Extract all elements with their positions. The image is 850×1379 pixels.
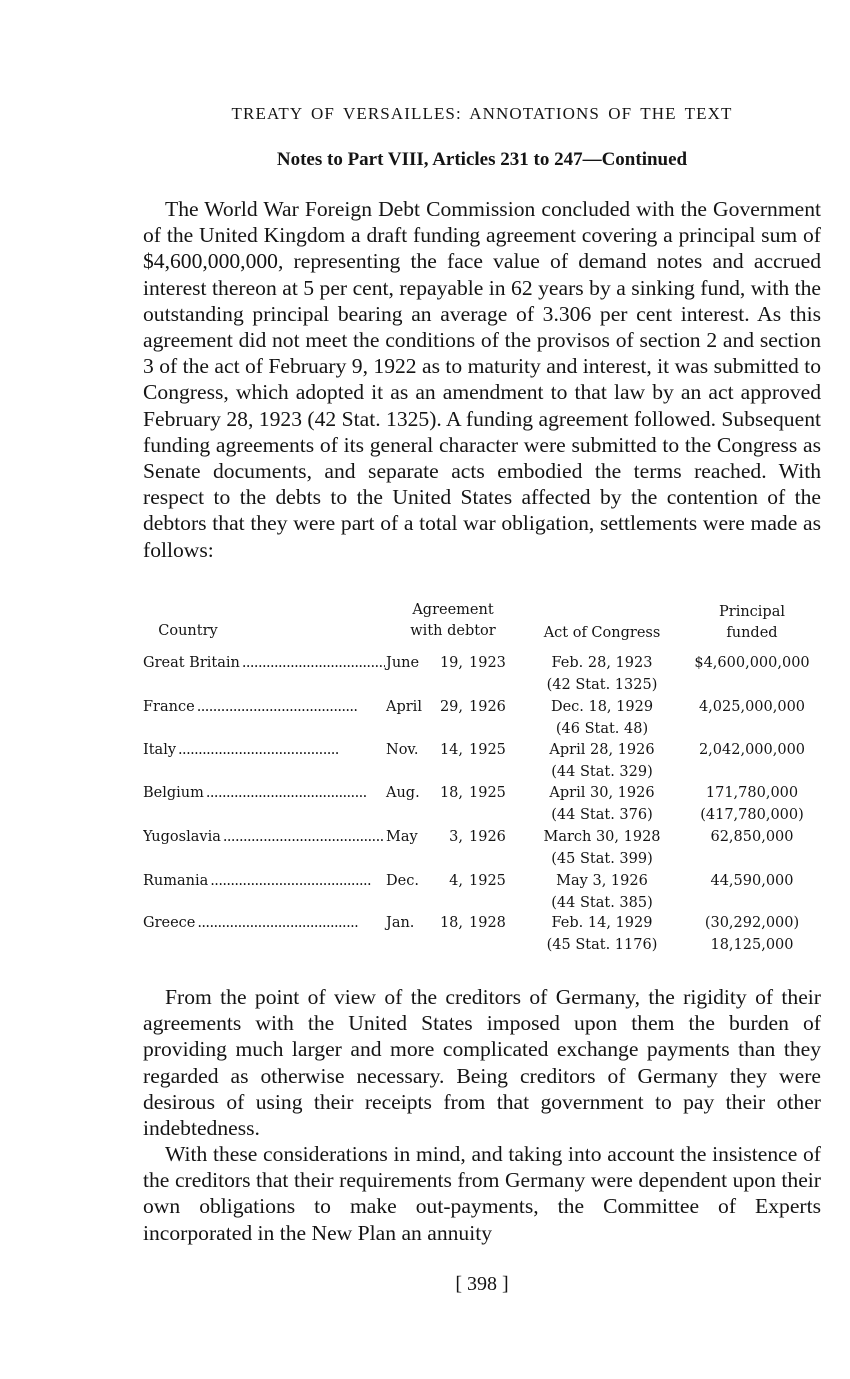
act-cell	[533, 913, 671, 957]
table-row	[143, 783, 821, 827]
principal-amount: 171,780,000	[705, 785, 799, 801]
table-row	[143, 740, 821, 784]
agreement-year: 1928	[469, 915, 506, 931]
agreement-year: 1925	[469, 873, 506, 889]
act-cell	[533, 827, 671, 871]
principal-cell	[683, 827, 821, 871]
table-row	[143, 913, 821, 957]
agreement-year: 1923	[469, 655, 506, 671]
running-head: TREATY OF VERSAILLES: ANNOTATIONS OF THE TEXT	[231, 104, 733, 123]
principal-amount-secondary: 18,125,000	[710, 937, 794, 953]
principal-amount-secondary	[683, 719, 821, 741]
principal-amount-secondary	[683, 762, 821, 784]
act-statute: (45 Stat. 399)	[551, 851, 653, 867]
act-date: April 28, 1926	[549, 742, 655, 758]
act-date: April 30, 1926	[549, 785, 655, 801]
principal-amount-secondary	[683, 675, 821, 697]
principal-amount-secondary	[683, 849, 821, 871]
principal-amount: 4,025,000,000	[698, 699, 806, 715]
principal-amount: $4,600,000,000	[694, 655, 810, 671]
header-agreement-line2: with debtor	[410, 623, 496, 639]
principal-amount: (30,292,000)	[704, 915, 800, 931]
act-cell	[533, 783, 671, 827]
act-date: Feb. 28, 1923	[551, 655, 653, 671]
agreement-day: 3,	[449, 829, 463, 845]
principal-cell	[683, 871, 821, 915]
header-agreement	[391, 600, 515, 642]
header-principal-line2: funded	[726, 625, 778, 641]
agreement-year: 1925	[469, 742, 506, 758]
act-cell	[533, 740, 671, 784]
country-cell: France . . .	[143, 697, 385, 719]
country-cell: Great Britain . . .	[143, 653, 385, 675]
table-row	[143, 697, 821, 741]
country-cell: Belgium . . .	[143, 783, 385, 805]
agreement-year: 1925	[469, 785, 506, 801]
agreement-month: Nov.	[386, 742, 419, 758]
act-statute: (44 Stat. 329)	[551, 764, 653, 780]
act-statute: (44 Stat. 385)	[551, 895, 653, 911]
table-row	[143, 827, 821, 871]
act-cell	[533, 653, 671, 697]
principal-cell	[683, 913, 821, 957]
page-number: [ 398 ]	[455, 1273, 509, 1295]
header-principal-line1: Principal	[719, 604, 785, 620]
principal-amount: 44,590,000	[710, 873, 794, 889]
act-statute: (46 Stat. 48)	[555, 721, 649, 737]
header-principal	[683, 602, 821, 644]
act-statute: (45 Stat. 1176)	[546, 937, 658, 953]
principal-cell	[683, 783, 821, 827]
table-row	[143, 653, 821, 697]
act-date: March 30, 1928	[543, 829, 661, 845]
agreement-day: 18,	[439, 915, 463, 931]
table-row	[143, 871, 821, 915]
act-date: Feb. 14, 1929	[551, 915, 653, 931]
principal-amount: 2,042,000,000	[698, 742, 806, 758]
country-cell: Rumania . . .	[143, 871, 385, 893]
country-cell: Greece . . .	[143, 913, 385, 935]
agreement-month: June	[386, 655, 420, 671]
principal-amount: 62,850,000	[710, 829, 794, 845]
country-cell: Yugoslavia . . .	[143, 827, 385, 849]
act-cell	[533, 871, 671, 915]
section-title: Notes to Part VIII, Articles 231 to 247—Continued	[276, 149, 688, 170]
agreement-day: 29,	[439, 699, 463, 715]
act-statute: (44 Stat. 376)	[551, 807, 653, 823]
agreement-day: 4,	[449, 873, 463, 889]
agreement-month: May	[386, 829, 418, 845]
principal-amount-secondary	[683, 893, 821, 915]
agreement-month: April	[386, 699, 422, 715]
paragraph-new-plan: With these considerations in mind, and taking into account the insistence of the creditors that their requirements from Germany were dependent upon their own obligations to make out-payments, the Committee of Experts incorporated in the New Plan an annuity	[143, 1142, 821, 1245]
agreement-month: Dec.	[386, 873, 419, 889]
principal-cell	[683, 740, 821, 784]
agreement-day: 18,	[439, 785, 463, 801]
agreement-year: 1926	[469, 829, 506, 845]
act-date: Dec. 18, 1929	[550, 699, 654, 715]
agreement-day: 14,	[439, 742, 463, 758]
agreement-month: Aug.	[386, 785, 420, 801]
principal-cell	[683, 697, 821, 741]
header-country: Country	[158, 623, 218, 639]
agreement-year: 1926	[469, 699, 506, 715]
act-date: May 3, 1926	[556, 873, 648, 889]
header-act-of-congress: Act of Congress	[543, 625, 661, 641]
country-cell: Italy . . .	[143, 740, 385, 762]
paragraph-debt-commission: The World War Foreign Debt Commission concluded with the Government of the United Kingdom a draft funding agreement covering a principal sum of $4,600,000,000, representing the face value of demand notes and accrued interest thereon at 5 per cent, repayable in 62 years by a sinking fund, with the outstanding principal bearing an average of 3.306 per cent interest. As this agreement did not meet the conditions of the provisos of section 2 and section 3 of the act of February 9, 1922 as to maturity and interest, it was submitted to Congress, which adopted it as an amendment to that law by an act approved February 28, 1923 (42 Stat. 1325). A funding agreement followed. Subsequent funding agreements of its general character were submitted to the Congress as Senate documents, and separate acts embodied the terms reached. With respect to the debts to the United States affected by the contention of the debtors that they were part of a total war obligation, settlements were made as follows:	[143, 197, 821, 562]
act-cell	[533, 697, 671, 741]
principal-amount-secondary: (417,780,000)	[700, 807, 804, 823]
agreement-month: Jan.	[386, 915, 415, 931]
agreement-day: 19,	[439, 655, 463, 671]
header-agreement-line1: Agreement	[412, 602, 494, 618]
act-statute: (42 Stat. 1325)	[546, 677, 658, 693]
principal-cell	[683, 653, 821, 697]
paragraph-creditors-view: From the point of view of the creditors of Germany, the rigidity of their agreements with the United States imposed upon them the burden of providing much larger and more complicated exchange payments than they regarded as otherwise necessary. Being creditors of Germany they were desirous of using their receipts from that government to pay their other indebtedness.	[143, 985, 821, 1141]
